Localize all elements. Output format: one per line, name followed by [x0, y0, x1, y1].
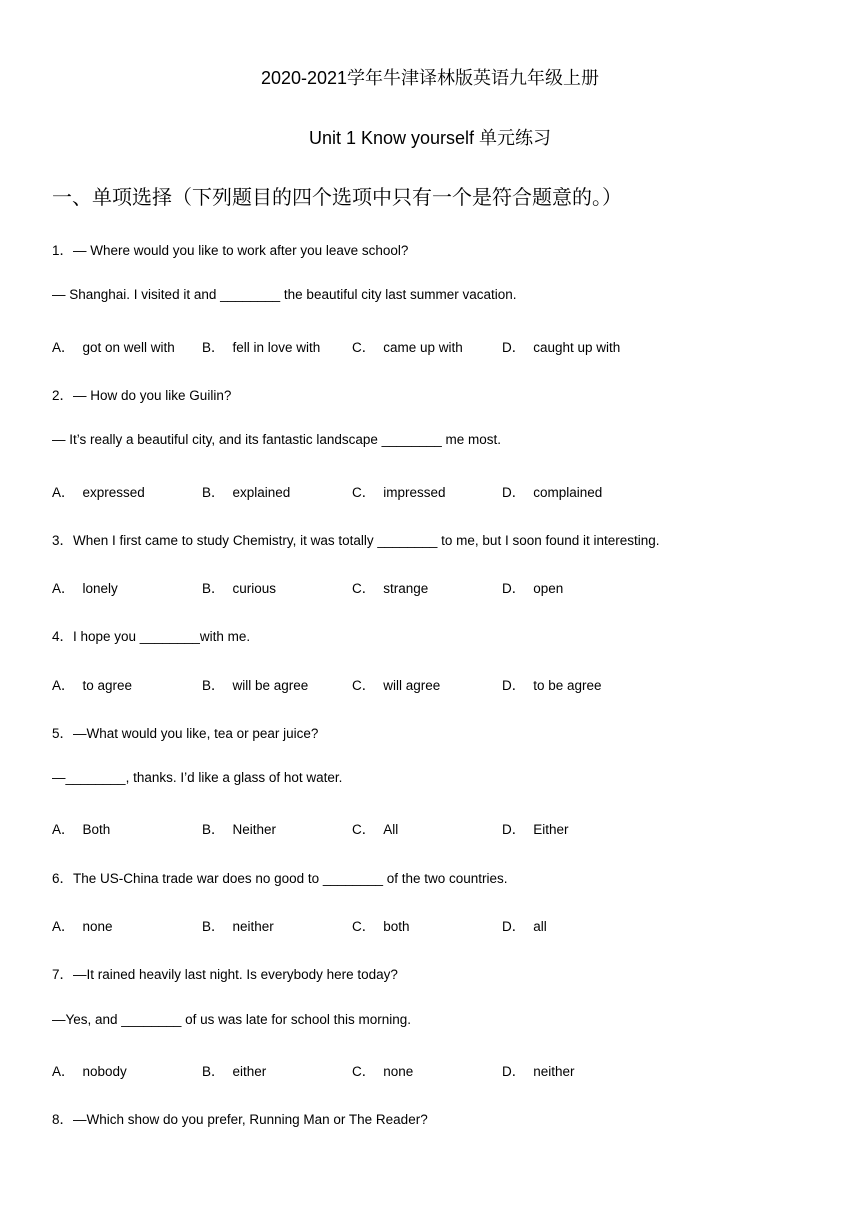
question-1-options [52, 336, 812, 356]
section-heading: 一、单项选择（下列题目的四个选项中只有一个是符合题意的。） [52, 187, 622, 209]
question-1-line-2: — Shanghai. I visited it and ________ the beautiful city last summer vacation. [52, 287, 517, 302]
question-2-options [52, 481, 812, 501]
option-a: A． Both [52, 822, 111, 837]
option-b: B． Neither [202, 822, 277, 837]
question-4-line-1: 4．I hope you ________with me. [52, 629, 251, 644]
option-c: C． came up with [352, 340, 463, 355]
option-d: D． caught up with [502, 340, 621, 355]
document-title: 2020-2021学年牛津译林版英语九年级上册 [260, 68, 600, 88]
option-c: C． both [352, 919, 410, 934]
question-3-options [52, 577, 812, 597]
question-8-line-1: 8．—Which show do you prefer, Running Man or The Reader? [52, 1112, 428, 1127]
question-7-line-2: —Yes, and ________ of us was late for school this morning. [52, 1012, 411, 1027]
option-a: A． got on well with [52, 340, 175, 355]
question-5-line-2: —________, thanks. I’d like a glass of hot water. [52, 770, 343, 785]
option-d: D． to be agree [502, 678, 602, 693]
option-c: C． will agree [352, 678, 441, 693]
option-a: A． lonely [52, 581, 118, 596]
document-subtitle: Unit 1 Know yourself 单元练习 [308, 128, 552, 148]
option-c: C． All [352, 822, 399, 837]
question-6-line-1: 6．The US-China trade war does no good to ________ of the two countries. [52, 871, 508, 886]
option-c: C． strange [352, 581, 429, 596]
question-4-options [52, 674, 812, 694]
option-b: B． explained [202, 485, 291, 500]
option-d: D． neither [502, 1064, 575, 1079]
option-d: D． all [502, 919, 547, 934]
option-a: A． none [52, 919, 113, 934]
question-2-line-1: 2．— How do you like Guilin? [52, 388, 232, 403]
option-d: D． Either [502, 822, 569, 837]
question-7-options [52, 1060, 812, 1080]
option-b: B． curious [202, 581, 277, 596]
option-a: A． nobody [52, 1064, 127, 1079]
option-c: C． none [352, 1064, 414, 1079]
option-c: C． impressed [352, 485, 446, 500]
option-b: B． either [202, 1064, 267, 1079]
option-a: A． to agree [52, 678, 133, 693]
option-a: A． expressed [52, 485, 145, 500]
question-3-line-1: 3．When I first came to study Chemistry, it was totally ________ to me, but I soon found it interesting. [52, 533, 660, 548]
question-2-line-2: — It’s really a beautiful city, and its fantastic landscape ________ me most. [52, 432, 501, 447]
question-1-line-1: 1．— Where would you like to work after you leave school? [52, 243, 409, 258]
question-5-line-1: 5．—What would you like, tea or pear juice? [52, 726, 319, 741]
option-b: B． will be agree [202, 678, 309, 693]
question-7-line-1: 7．—It rained heavily last night. Is everybody here today? [52, 967, 398, 982]
question-5-options [52, 818, 812, 838]
option-b: B． neither [202, 919, 274, 934]
question-6-options [52, 915, 812, 935]
option-d: D． complained [502, 485, 603, 500]
option-d: D． open [502, 581, 564, 596]
option-b: B． fell in love with [202, 340, 321, 355]
